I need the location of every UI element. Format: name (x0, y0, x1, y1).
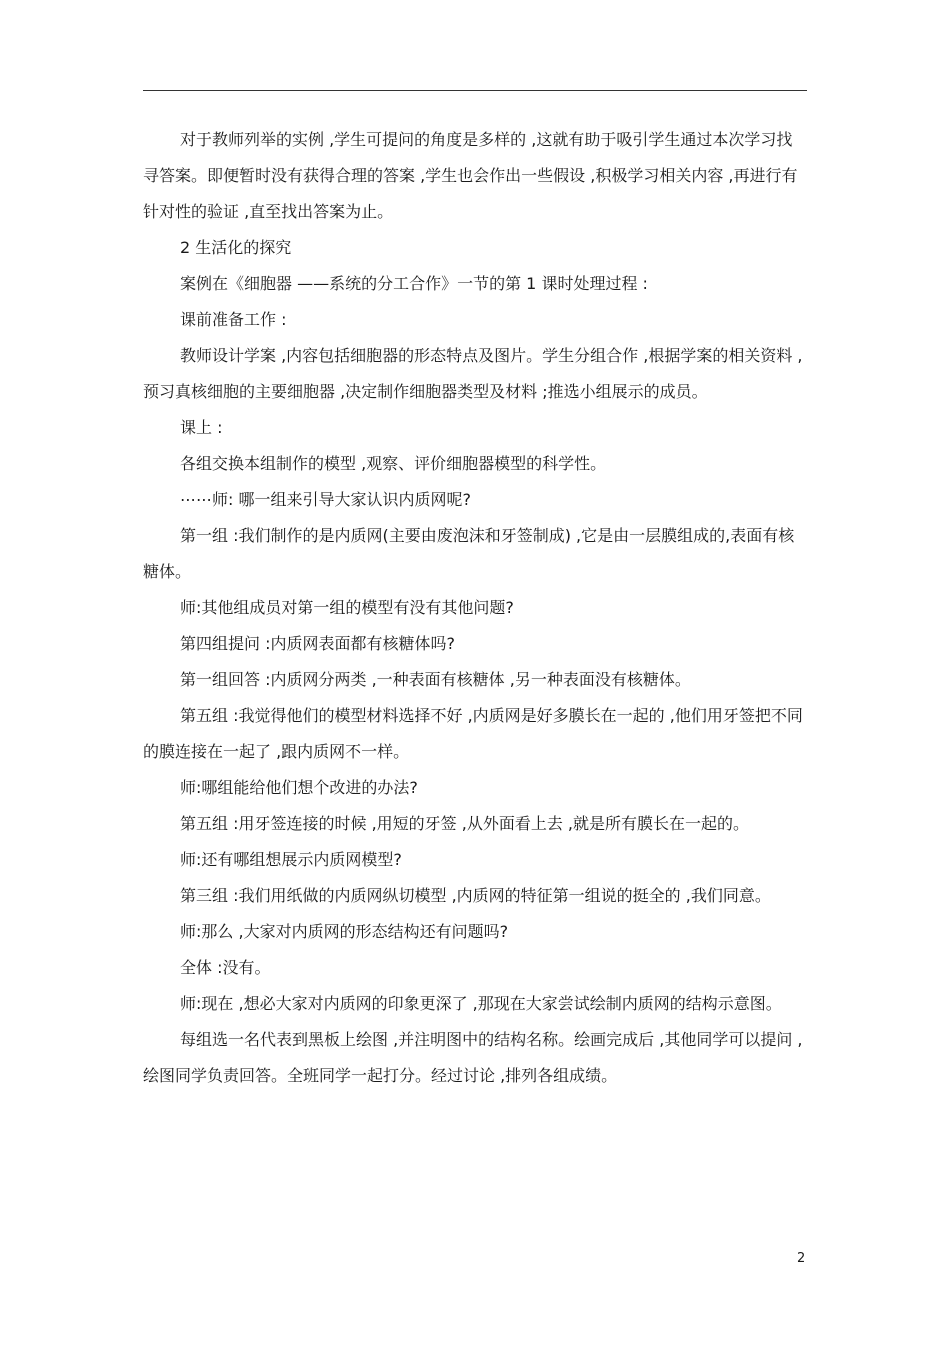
paragraph-drawing-task: 每组选一名代表到黑板上绘图 ,并注明图中的结构名称。绘画完成后 ,其他同学可以提问 ,绘图同学负责回答。全班同学一起打分。经过讨论 ,排列各组成绩。 (143, 1030, 803, 1085)
paragraph-class-heading: 课上 : (180, 418, 223, 437)
header-rule (143, 90, 807, 91)
paragraph-prep-content: 教师设计学案 ,内容包括细胞器的形态特点及图片。学生分组合作 ,根据学案的相关资料 ,预习真核细胞的主要细胞器 ,决定制作细胞器类型及材料 ;推选小组展示的成员。 (143, 346, 803, 401)
dialogue-line: 师:那么 ,大家对内质网的形态结构还有问题吗? (180, 922, 509, 941)
dialogue-line: 师:其他组成员对第一组的模型有没有其他问题? (180, 598, 514, 617)
dialogue-line: 师:还有哪组想展示内质网模型? (180, 850, 402, 869)
section-heading: 2 生活化的探究 (180, 238, 292, 257)
paragraph-case-intro: 案例在《细胞器 ——系统的分工合作》一节的第 1 课时处理过程 : (180, 274, 648, 293)
paragraph-exchange-models: 各组交换本组制作的模型 ,观察、评价细胞器模型的科学性。 (180, 454, 607, 473)
page-number: 2 (797, 1251, 806, 1266)
dialogue-line: 第五组 :我觉得他们的模型材料选择不好 ,内质网是好多膜长在一起的 ,他们用牙签把不同的膜连接在一起了 ,跟内质网不一样。 (143, 706, 803, 761)
dialogue-line: 第一组回答 :内质网分两类 ,一种表面有核糖体 ,另一种表面没有核糖体。 (180, 670, 691, 689)
paragraph-intro-examples: 对于教师列举的实例 ,学生可提问的角度是多样的 ,这就有助于吸引学生通过本次学习找寻答案。即便暂时没有获得合理的答案 ,学生也会作出一些假设 ,积极学习相关内容 ,再进行有针对性的验证 ,直至找出答案为止。 (143, 130, 798, 221)
dialogue-line: ⋯⋯师: 哪一组来引导大家认识内质网呢? (180, 490, 471, 509)
dialogue-line: 师:哪组能给他们想个改进的办法? (180, 778, 418, 797)
dialogue-line: 第四组提问 :内质网表面都有核糖体吗? (180, 634, 455, 653)
dialogue-line: 第一组 :我们制作的是内质网(主要由废泡沫和牙签制成) ,它是由一层膜组成的,表面有核糖体。 (143, 526, 795, 581)
dialogue-line: 第五组 :用牙签连接的时候 ,用短的牙签 ,从外面看上去 ,就是所有膜长在一起的。 (180, 814, 749, 833)
dialogue-line: 第三组 :我们用纸做的内质网纵切模型 ,内质网的特征第一组说的挺全的 ,我们同意。 (180, 886, 771, 905)
dialogue-line: 全体 :没有。 (180, 958, 271, 977)
document-body (143, 122, 807, 1094)
paragraph-prep-heading: 课前准备工作 : (180, 310, 287, 329)
dialogue-line: 师:现在 ,想必大家对内质网的印象更深了 ,那现在大家尝试绘制内质网的结构示意图。 (180, 994, 782, 1013)
